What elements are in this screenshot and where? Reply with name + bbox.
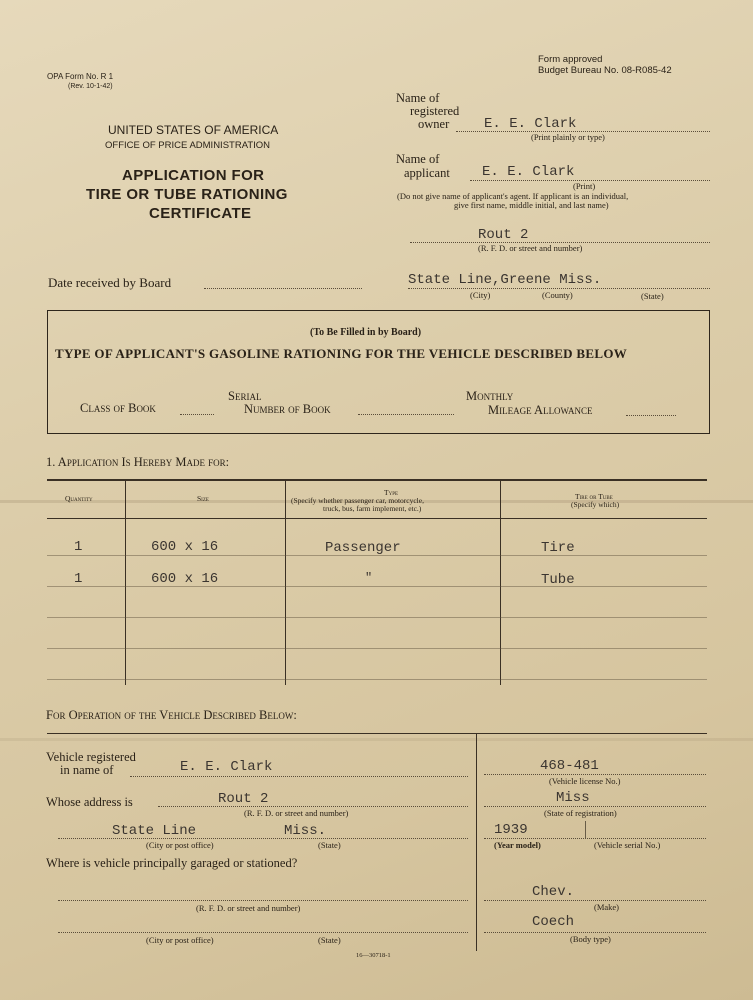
items-table: [47, 479, 707, 685]
row-type[interactable]: ": [365, 571, 373, 585]
paper-fold: [0, 738, 753, 741]
form-approved: Form approved: [538, 54, 603, 65]
section-1-heading: 1. Application Is Hereby Made for:: [46, 455, 230, 469]
license-value[interactable]: 468-481: [540, 758, 599, 774]
op-state-hint: (State): [318, 840, 341, 850]
body-value[interactable]: Coech: [532, 914, 575, 930]
mileage-line[interactable]: [626, 415, 676, 416]
office-name: OFFICE OF PRICE ADMINISTRATION: [105, 140, 271, 151]
table-row-rule: [47, 648, 707, 649]
make-line: [484, 900, 706, 901]
registered-value[interactable]: E. E. Clark: [180, 759, 273, 775]
applicant-hint-3: give first name, middle initial, and last name): [454, 200, 609, 210]
date-received-line[interactable]: [204, 288, 362, 289]
col-tire-or-tube: Tire or Tube: [575, 492, 613, 501]
garaged-label: Where is vehicle principally garaged or stationed?: [46, 856, 298, 870]
owner-label-1: Name of: [396, 91, 440, 105]
mileage-label-2: Mileage Allowance: [488, 403, 593, 417]
owner-label-3: owner: [418, 117, 450, 131]
make-value[interactable]: Chev.: [532, 884, 575, 900]
garaged-city-line[interactable]: [58, 932, 468, 933]
year-serial-line: [484, 838, 706, 839]
table-top-rule: [47, 479, 707, 481]
city-county-state-value[interactable]: State Line,Greene Miss.: [408, 272, 602, 288]
license-hint: (Vehicle license No.): [549, 776, 621, 786]
address-hint: (R. F. D. or street and number): [244, 808, 349, 818]
address-label: Whose address is: [46, 795, 133, 809]
row-quantity[interactable]: 1: [74, 571, 83, 587]
country-name: UNITED STATES OF AMERICA: [108, 123, 279, 137]
board-note: (To Be Filled in by Board): [310, 327, 422, 338]
serial-number-line[interactable]: [358, 414, 454, 415]
reg-state-value[interactable]: Miss: [556, 790, 590, 806]
title-line-3: CERTIFICATE: [149, 205, 252, 222]
registered-label-1: Vehicle registered: [46, 750, 136, 764]
table-header-rule: [47, 518, 707, 519]
operation-col-divider: [476, 733, 477, 951]
row-size[interactable]: 600 x 16: [151, 539, 219, 555]
col-type: Type: [384, 488, 399, 497]
row-size[interactable]: 600 x 16: [151, 571, 219, 587]
row-quantity[interactable]: 1: [74, 539, 83, 555]
owner-value[interactable]: E. E. Clark: [484, 116, 577, 132]
license-line: [484, 774, 706, 775]
street-value[interactable]: Rout 2: [478, 227, 529, 243]
garaged-city-hint: (City or post office): [146, 935, 214, 945]
applicant-label-2: applicant: [404, 166, 450, 180]
budget-bureau-no: Budget Bureau No. 08-R085-42: [538, 65, 672, 76]
year-serial-divider: [585, 821, 586, 838]
reg-state-hint: (State of registration): [544, 808, 617, 818]
body-line: [484, 932, 706, 933]
col-size: Size: [197, 494, 209, 503]
date-received-label: Date received by Board: [48, 275, 172, 290]
table-row-rule: [47, 679, 707, 680]
garaged-street-hint: (R. F. D. or street and number): [196, 903, 301, 913]
serial-label-2: Number of Book: [244, 402, 331, 416]
col-tire-or-tube-hint: (Specify which): [571, 500, 620, 509]
table-col-divider: [285, 479, 286, 685]
title-line-1: APPLICATION FOR: [122, 167, 265, 184]
row-tire-or-tube[interactable]: Tube: [541, 572, 575, 588]
title-line-2: TIRE OR TUBE RATIONING: [86, 186, 288, 203]
class-of-book-label: Class of Book: [80, 401, 156, 415]
serial-hint: (Vehicle serial No.): [594, 840, 661, 850]
applicant-value[interactable]: E. E. Clark: [482, 164, 575, 180]
row-tire-or-tube[interactable]: Tire: [541, 540, 575, 556]
board-heading: TYPE OF APPLICANT'S GASOLINE RATIONING FOR THE VEHICLE DESCRIBED BELOW: [55, 346, 628, 361]
op-city-value[interactable]: State Line: [112, 823, 197, 839]
garaged-street-line[interactable]: [58, 900, 468, 901]
form-revision: (Rev. 10-1-42): [68, 83, 113, 90]
year-value[interactable]: 1939: [494, 822, 528, 838]
board-box: [47, 310, 710, 434]
make-hint: (Make): [594, 902, 620, 912]
owner-label-2: registered: [410, 104, 460, 118]
form-number: OPA Form No. R 1: [47, 72, 114, 81]
city-county-state-line: [408, 288, 710, 289]
col-type-hint-2: truck, bus, farm implement, etc.): [323, 504, 422, 513]
op-city-hint: (City or post office): [146, 840, 214, 850]
owner-hint: (Print plainly or type): [531, 132, 605, 142]
city-hint: (City): [470, 290, 491, 300]
registered-label-2: in name of: [60, 763, 114, 777]
year-hint: (Year model): [494, 840, 541, 850]
table-col-divider: [125, 479, 126, 685]
reg-state-line: [484, 806, 706, 807]
address-line: [158, 806, 468, 807]
county-hint: (County): [542, 290, 573, 300]
applicant-hint-2: (Do not give name of applicant's agent. If applicant is an individual,: [397, 191, 629, 201]
serial-label-1: Serial: [228, 389, 262, 403]
garaged-state-hint: (State): [318, 935, 341, 945]
state-hint: (State): [641, 291, 664, 301]
operation-heading: For Operation of the Vehicle Described Below:: [46, 708, 297, 722]
row-type[interactable]: Passenger: [325, 540, 401, 556]
operation-top-rule: [47, 733, 707, 734]
col-type-hint-1: (Specify whether passenger car, motorcycle,: [291, 496, 424, 505]
applicant-label-1: Name of: [396, 152, 440, 166]
print-code: 16—30718-1: [356, 952, 391, 959]
table-row-rule: [47, 617, 707, 618]
applicant-print-hint: (Print): [573, 181, 596, 191]
table-col-divider: [500, 479, 501, 685]
body-hint: (Body type): [570, 934, 611, 944]
mileage-label-1: Monthly: [466, 389, 514, 403]
col-quantity: Quantity: [65, 494, 93, 503]
registered-line: [130, 776, 468, 777]
address-value[interactable]: Rout 2: [218, 791, 269, 807]
class-of-book-line[interactable]: [180, 414, 214, 415]
street-hint: (R. F. D. or street and number): [478, 243, 583, 253]
table-row-rule: [47, 586, 707, 587]
op-state-value[interactable]: Miss.: [284, 823, 327, 839]
